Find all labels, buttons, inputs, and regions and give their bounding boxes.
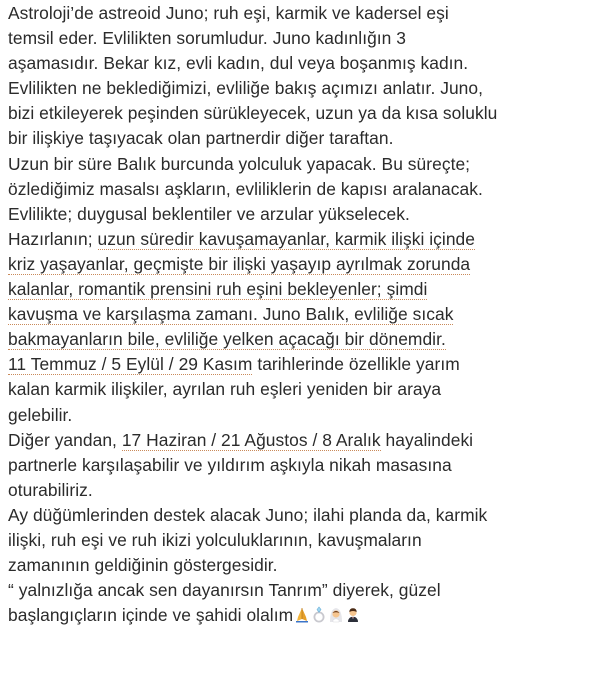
text-line [8,327,592,352]
text-line [8,478,592,503]
text-line [8,377,592,402]
text-line [8,101,592,126]
text-line [8,177,592,202]
text-line [8,528,592,553]
text-segment: bizi etkileyerek peşinden sürükleyecek, uzun ya da kısa soluklu [8,103,498,124]
text-segment: tarihlerinde özellikle yarım [252,354,460,375]
text-line [8,603,592,628]
text-line [8,227,592,252]
text-segment: oturabiliriz. [8,479,93,500]
text-segment: Diğer yandan, [8,429,122,450]
text-line [8,76,592,101]
underlined-text: kalanlar, romantik prensini ruh eşini bekleyenler; şimdi [8,279,428,300]
text-line [8,453,592,478]
text-segment: başlangıçların içinde ve şahidi olalım [8,605,294,626]
text-segment: Uzun bir süre Balık burcunda yolculuk yapacak. Bu süreçte; [8,153,471,174]
text-line [8,403,592,428]
text-segment: “ yalnızlığa ancak sen dayanırsın Tanrım” diyerek, güzel [8,580,441,601]
text-segment: Hazırlanın; [8,228,98,249]
text-segment: Astroloji’de astreoid Juno; ruh eşi, karmik ve kadersel eşi [8,3,449,23]
text-segment: Ay düğümlerinden destek alacak Juno; ilahi planda da, karmik [8,504,488,525]
text-segment: Evlilikte; duygusal beklentiler ve arzular yükselecek. [8,203,410,224]
text-segment: özlediğimiz masalsı aşkların, evliliklerin de kapısı aralanacak. [8,178,483,199]
bride-icon [328,605,344,622]
text-line [8,202,592,227]
text-segment: bir ilişkiye taşıyacak olan partnerdir diğer taraftan. [8,128,394,149]
text-line [8,578,592,603]
text-segment: ilişki, ruh eşi ve ruh ikizi yolculuklarının, kavuşmaların [8,529,422,550]
text-segment: Evlilikten ne beklediğimizi, evliliğe bakış açımızı anlatır. Juno, [8,78,483,99]
text-line [8,1,592,26]
text-line [8,302,592,327]
text-line [8,26,592,51]
underlined-text: uzun süredir kavuşamayanlar, karmik ilişki içinde [97,228,475,249]
text-line [8,428,592,453]
praying-hands-icon [294,605,310,622]
underlined-text: 11 Temmuz / 5 Eylül / 29 Kasım [8,354,253,375]
text-segment: hayalindeki [380,429,474,450]
text-line [8,277,592,302]
underlined-text: kavuşma ve karşılaşma zamanı. Juno Balık, evliliğe sıcak [8,304,454,325]
underlined-text: bakmayanların bile, evliliğe yelken açacağı bir dönemdir. [8,329,446,350]
text-line [8,51,592,76]
underlined-text: 17 Haziran / 21 Ağustos / 8 Aralık [121,429,381,450]
underlined-text: kriz yaşayanlar, geçmişte bir ilişki yaşayıp ayrılmak zorunda [8,253,471,274]
text-segment: partnerle karşılaşabilir ve yıldırım aşkıyla nikah masasına [8,454,452,475]
text-line [8,553,592,578]
text-line [8,352,592,377]
text-segment: temsil eder. Evlilikten sorumludur. Juno kadınlığın 3 [8,28,407,49]
text-line [8,252,592,277]
text-line [8,126,592,151]
text-segment: aşamasıdır. Bekar kız, evli kadın, dul veya boşanmış kadın. [8,53,469,74]
text-segment: gelebilir. [8,404,73,425]
groom-icon [345,605,361,622]
text-line [8,503,592,528]
text-segment: kalan karmik ilişkiler, ayrılan ruh eşleri yeniden bir araya [8,379,442,400]
text-segment: zamanının geldiğinin göstergesidir. [8,555,278,576]
ring-icon [311,605,327,622]
text-line [8,152,592,177]
